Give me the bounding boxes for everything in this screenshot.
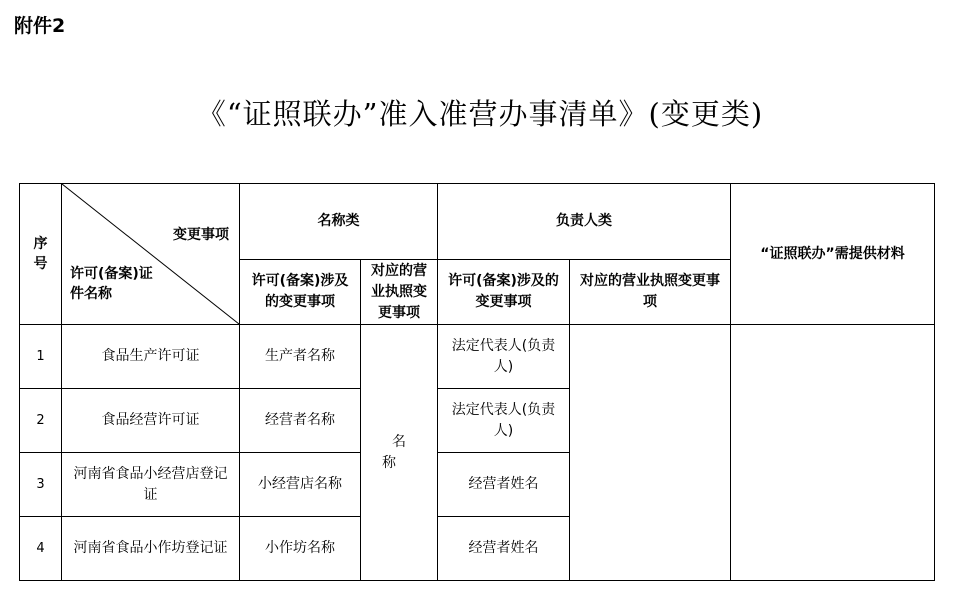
diagonal-header-change-items: 变更事项 [173, 227, 229, 243]
row-seq: 4 [20, 517, 62, 581]
merged-materials-cell [731, 325, 935, 581]
row-name-change-item: 生产者名称 [240, 325, 361, 389]
diagonal-header-cell [62, 184, 240, 325]
materials-header: “证照联办”需提供材料 [731, 184, 935, 325]
name-group-header: 名称类 [240, 184, 438, 260]
document-title: 《“证照联办”准入准营办事清单》(变更类) [196, 97, 764, 131]
row-person-change-item: 经营者姓名 [438, 517, 570, 581]
header-row-1 [20, 184, 935, 260]
row-license-name: 食品经营许可证 [62, 389, 240, 453]
seq-header: 序号 [20, 184, 62, 325]
row-person-change-item: 法定代表人(负责人) [438, 389, 570, 453]
change-list-table [19, 183, 935, 581]
row-seq: 1 [20, 325, 62, 389]
row-name-change-item: 小经营店名称 [240, 453, 361, 517]
merged-biz-license-person-cell [570, 325, 731, 581]
license-name-change-header: 许可(备案)涉及的变更事项 [240, 260, 361, 325]
row-person-change-item: 法定代表人(负责人) [438, 325, 570, 389]
diagonal-header-license-name: 许可(备案)证件名称 [70, 266, 153, 302]
row-license-name: 河南省食品小作坊登记证 [62, 517, 240, 581]
merged-biz-license-name-value: 名称 [382, 433, 426, 471]
biz-license-person-change-header: 对应的营业执照变更事项 [570, 260, 731, 325]
row-seq: 2 [20, 389, 62, 453]
row-license-name: 食品生产许可证 [62, 325, 240, 389]
attachment-label: 附件2 [14, 15, 66, 37]
responsible-group-header: 负责人类 [438, 184, 731, 260]
row-license-name: 河南省食品小经营店登记证 [62, 453, 240, 517]
license-person-change-header: 许可(备案)涉及的变更事项 [438, 260, 570, 325]
row-name-change-item: 小作坊名称 [240, 517, 361, 581]
table-row [20, 325, 935, 389]
row-seq: 3 [20, 453, 62, 517]
biz-license-name-change-header: 对应的营业执照变更事项 [361, 260, 438, 325]
row-name-change-item: 经营者名称 [240, 389, 361, 453]
row-person-change-item: 经营者姓名 [438, 453, 570, 517]
merged-biz-license-name-cell [361, 325, 438, 581]
